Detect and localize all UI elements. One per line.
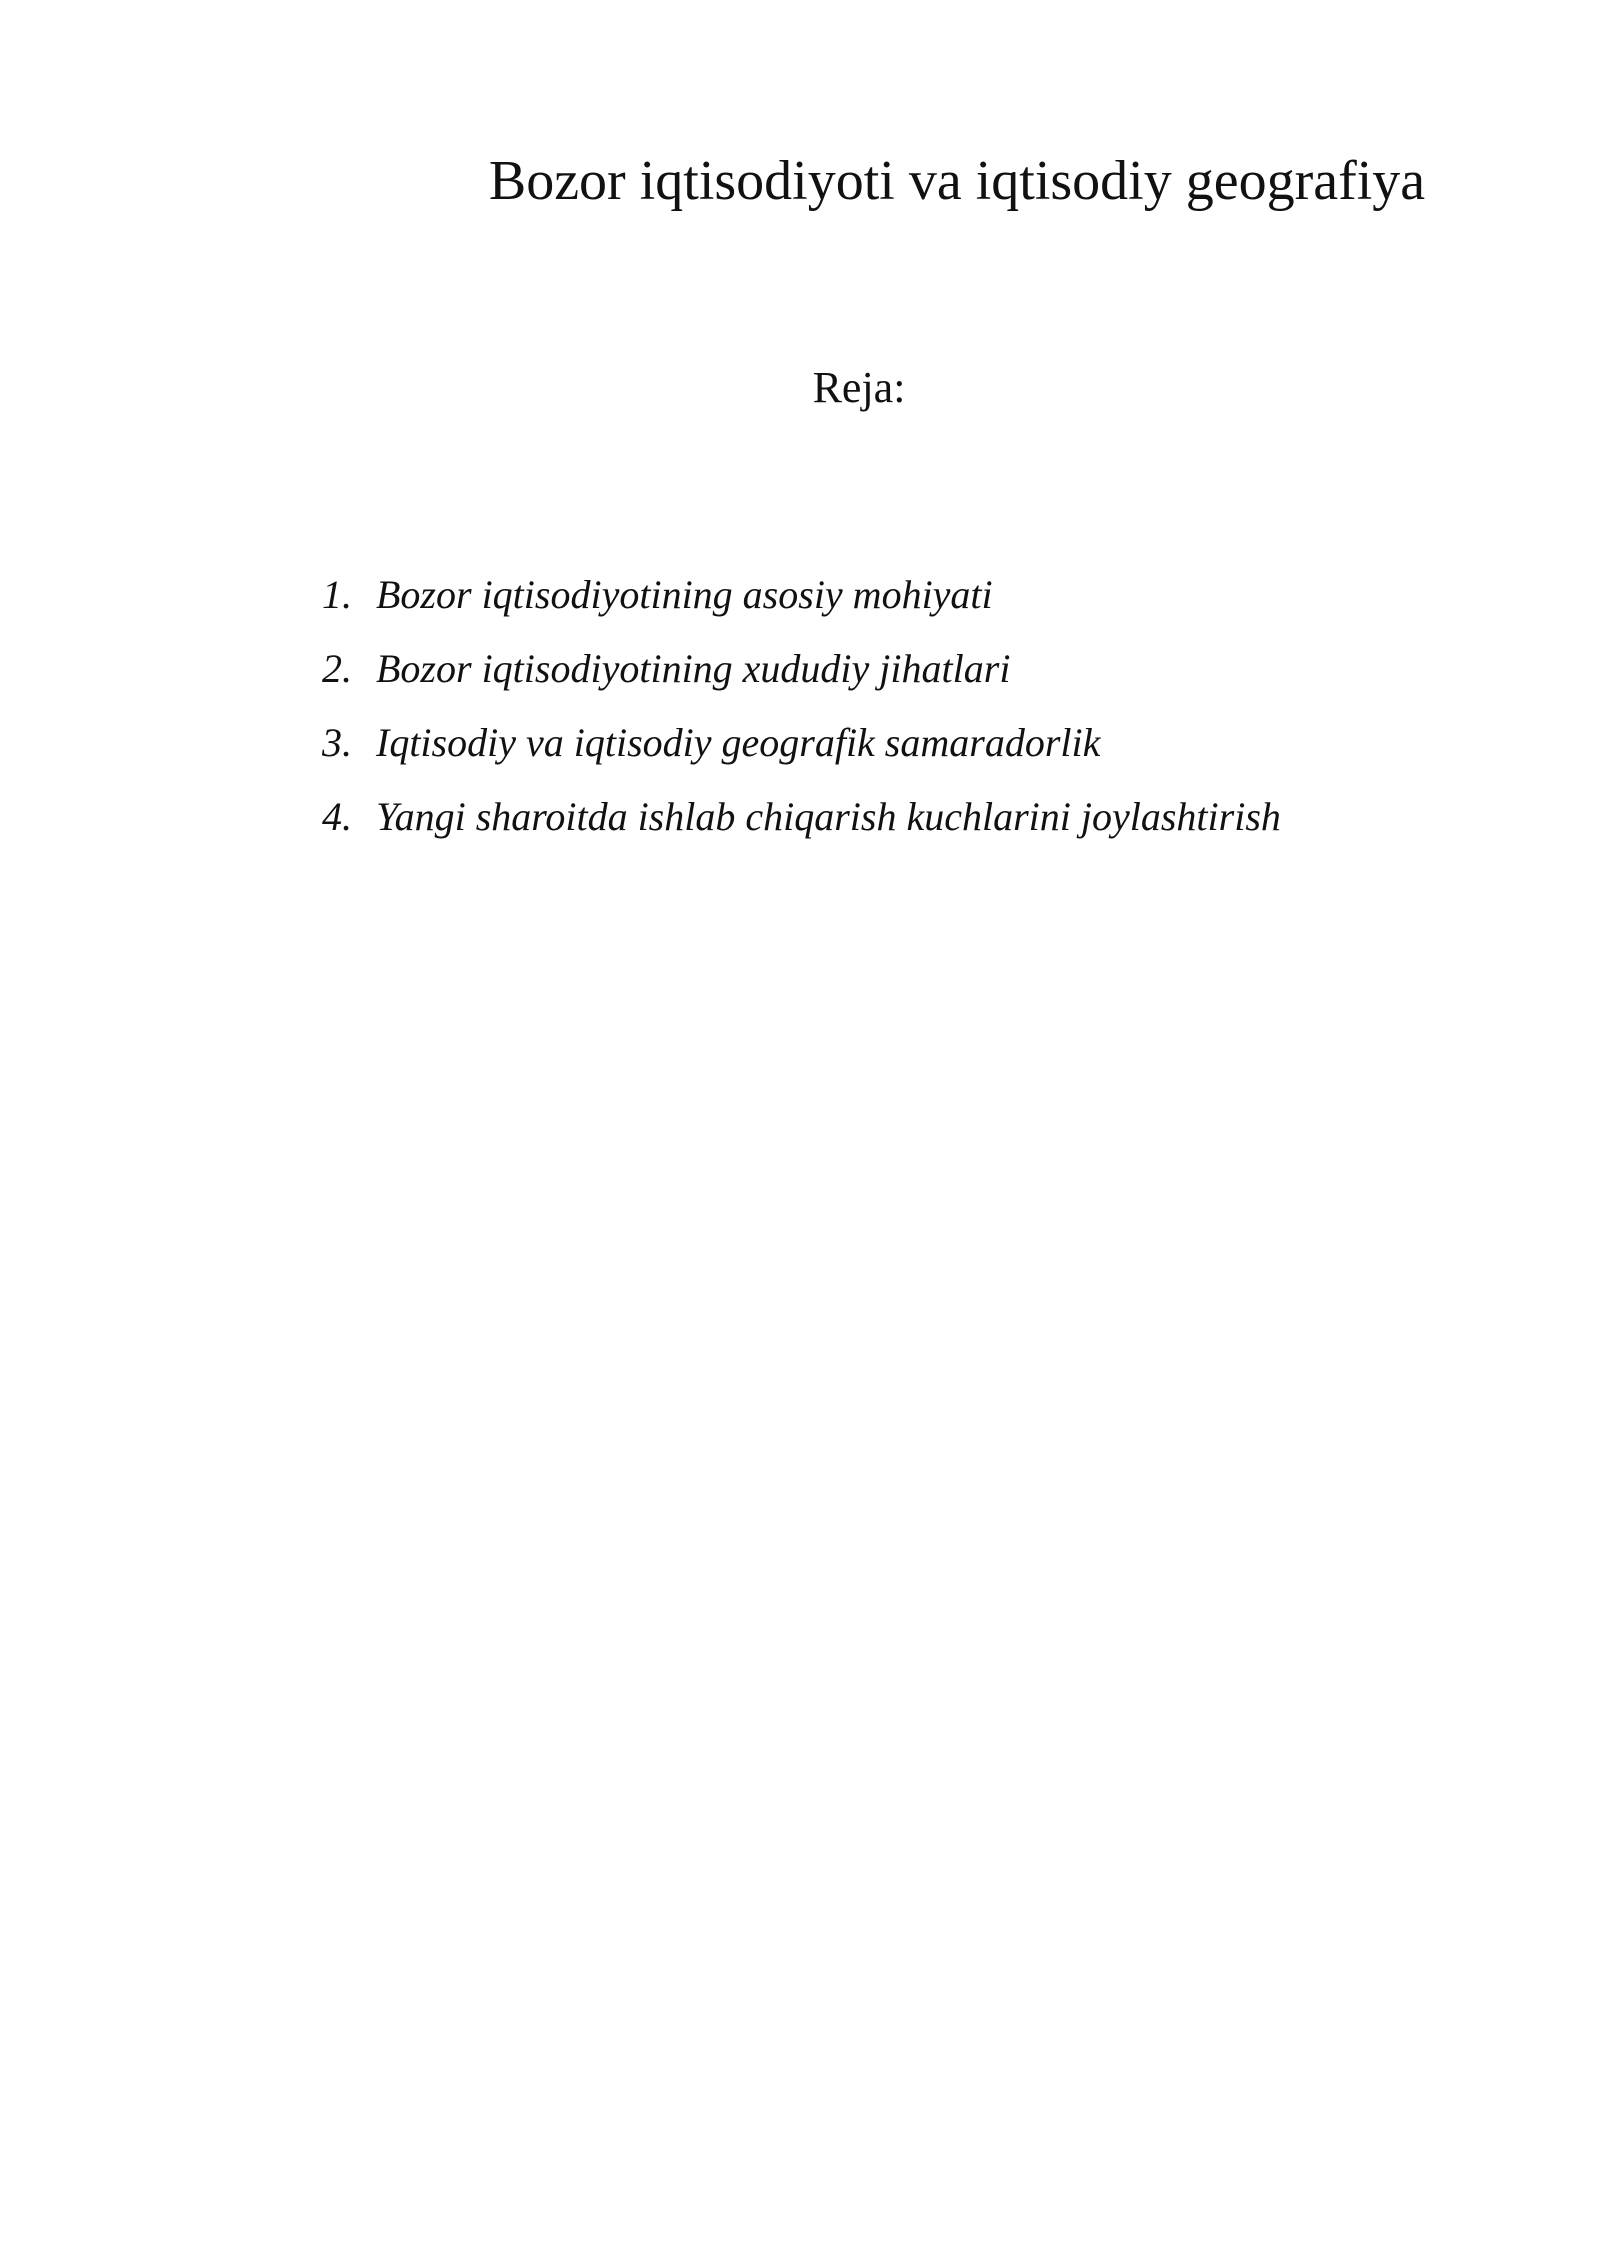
plan-item-text: Bozor iqtisodiyotining asosiy mohiyati	[376, 572, 993, 617]
plan-item	[322, 780, 1281, 854]
plan-item-text: Bozor iqtisodiyotining xududiy jihatlari	[376, 646, 1011, 691]
plan-item-text: Yangi sharoitda ishlab chiqarish kuchlarini joylashtirish	[376, 794, 1281, 839]
plan-item	[322, 558, 1281, 632]
plan-heading: Reja:	[812, 363, 906, 412]
plan-item-text: Iqtisodiy va iqtisodiy geografik samaradorlik	[376, 720, 1101, 765]
document-title: Bozor iqtisodiyoti va iqtisodiy geografiya	[488, 150, 1426, 212]
plan-item	[322, 706, 1281, 780]
plan-list	[322, 558, 1281, 854]
plan-item-number: 3.	[322, 720, 352, 765]
plan-item-number: 2.	[322, 646, 352, 691]
plan-item	[322, 632, 1281, 706]
plan-item-number: 4.	[322, 794, 352, 839]
plan-item-number: 1.	[322, 572, 352, 617]
